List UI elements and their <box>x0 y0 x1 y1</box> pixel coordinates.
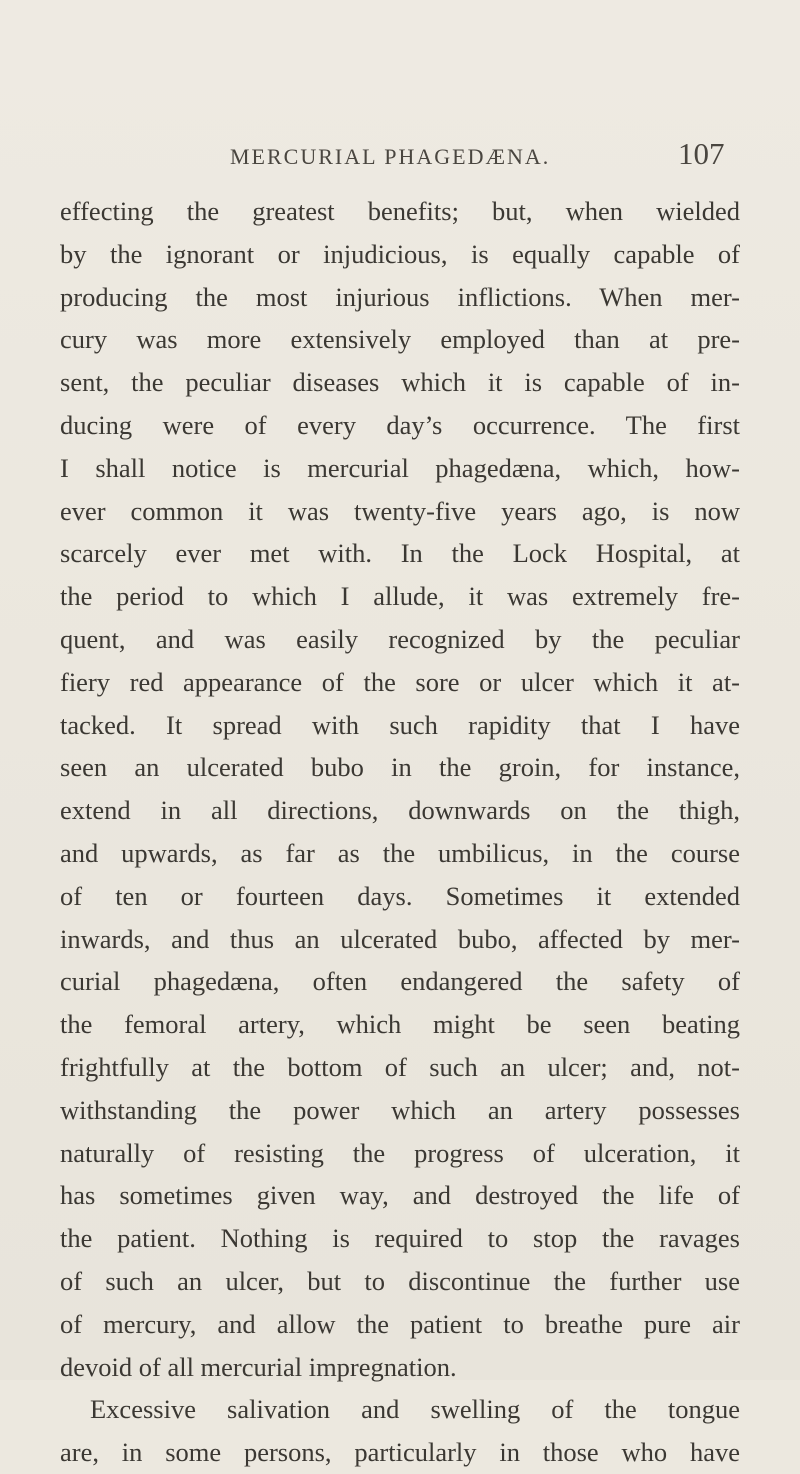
text-line: and upwards, as far as the umbilicus, in the course <box>60 837 740 868</box>
text-line: inwards, and thus an ulcerated bubo, affected by mer- <box>60 923 740 954</box>
paragraph-1 <box>60 190 740 1388</box>
paragraph-2 <box>60 1388 740 1474</box>
text-line: producing the most injurious inflictions. When mer- <box>60 281 740 312</box>
text-line: ducing were of every day’s occurrence. The first <box>60 409 740 440</box>
text-line: withstanding the power which an artery possesses <box>60 1094 740 1125</box>
text-line: I shall notice is mercurial phagedæna, which, how- <box>60 452 740 483</box>
text-line: seen an ulcerated bubo in the groin, for instance, <box>60 752 740 783</box>
running-title: MERCURIAL PHAGEDÆNA. <box>230 144 551 169</box>
text-line: of such an ulcer, but to discontinue the further use <box>60 1265 740 1296</box>
text-line: devoid of all mercurial impregnation. <box>60 1351 457 1382</box>
running-head <box>0 136 800 180</box>
text-line: curial phagedæna, often endangered the safety of <box>60 966 740 997</box>
text-line: the period to which I allude, it was extremely fre- <box>60 581 740 612</box>
text-line: sent, the peculiar diseases which it is capable of in- <box>60 367 740 398</box>
text-line: cury was more extensively employed than at pre- <box>60 324 740 355</box>
text-line: has sometimes given way, and destroyed the life of <box>60 1180 740 1211</box>
text-line: of mercury, and allow the patient to breathe pure air <box>60 1308 740 1339</box>
text-line: the patient. Nothing is required to stop the ravages <box>60 1223 740 1254</box>
text-line: effecting the greatest benefits; but, when wielded <box>60 196 740 226</box>
text-line: ever common it was twenty-five years ago, is now <box>60 495 740 526</box>
text-line: fiery red appearance of the sore or ulcer which it at- <box>60 666 740 697</box>
body-text <box>60 190 740 1474</box>
text-line: scarcely ever met with. In the Lock Hospital, at <box>60 538 740 569</box>
text-line: tacked. It spread with such rapidity that I have <box>60 709 740 740</box>
text-line: naturally of resisting the progress of ulceration, it <box>60 1137 740 1168</box>
text-line: Excessive salivation and swelling of the tongue <box>90 1394 740 1425</box>
text-line: of ten or fourteen days. Sometimes it extended <box>60 880 740 911</box>
text-line: by the ignorant or injudicious, is equally capable of <box>60 238 740 269</box>
text-line: the femoral artery, which might be seen beating <box>60 1009 740 1040</box>
text-line: extend in all directions, downwards on the thigh, <box>60 795 740 826</box>
text-line: quent, and was easily recognized by the peculiar <box>60 623 740 654</box>
text-line: frightfully at the bottom of such an ulcer; and, not- <box>60 1051 740 1082</box>
page-number: 107 <box>678 136 725 171</box>
text-line: are, in some persons, particularly in those who have <box>60 1437 740 1468</box>
